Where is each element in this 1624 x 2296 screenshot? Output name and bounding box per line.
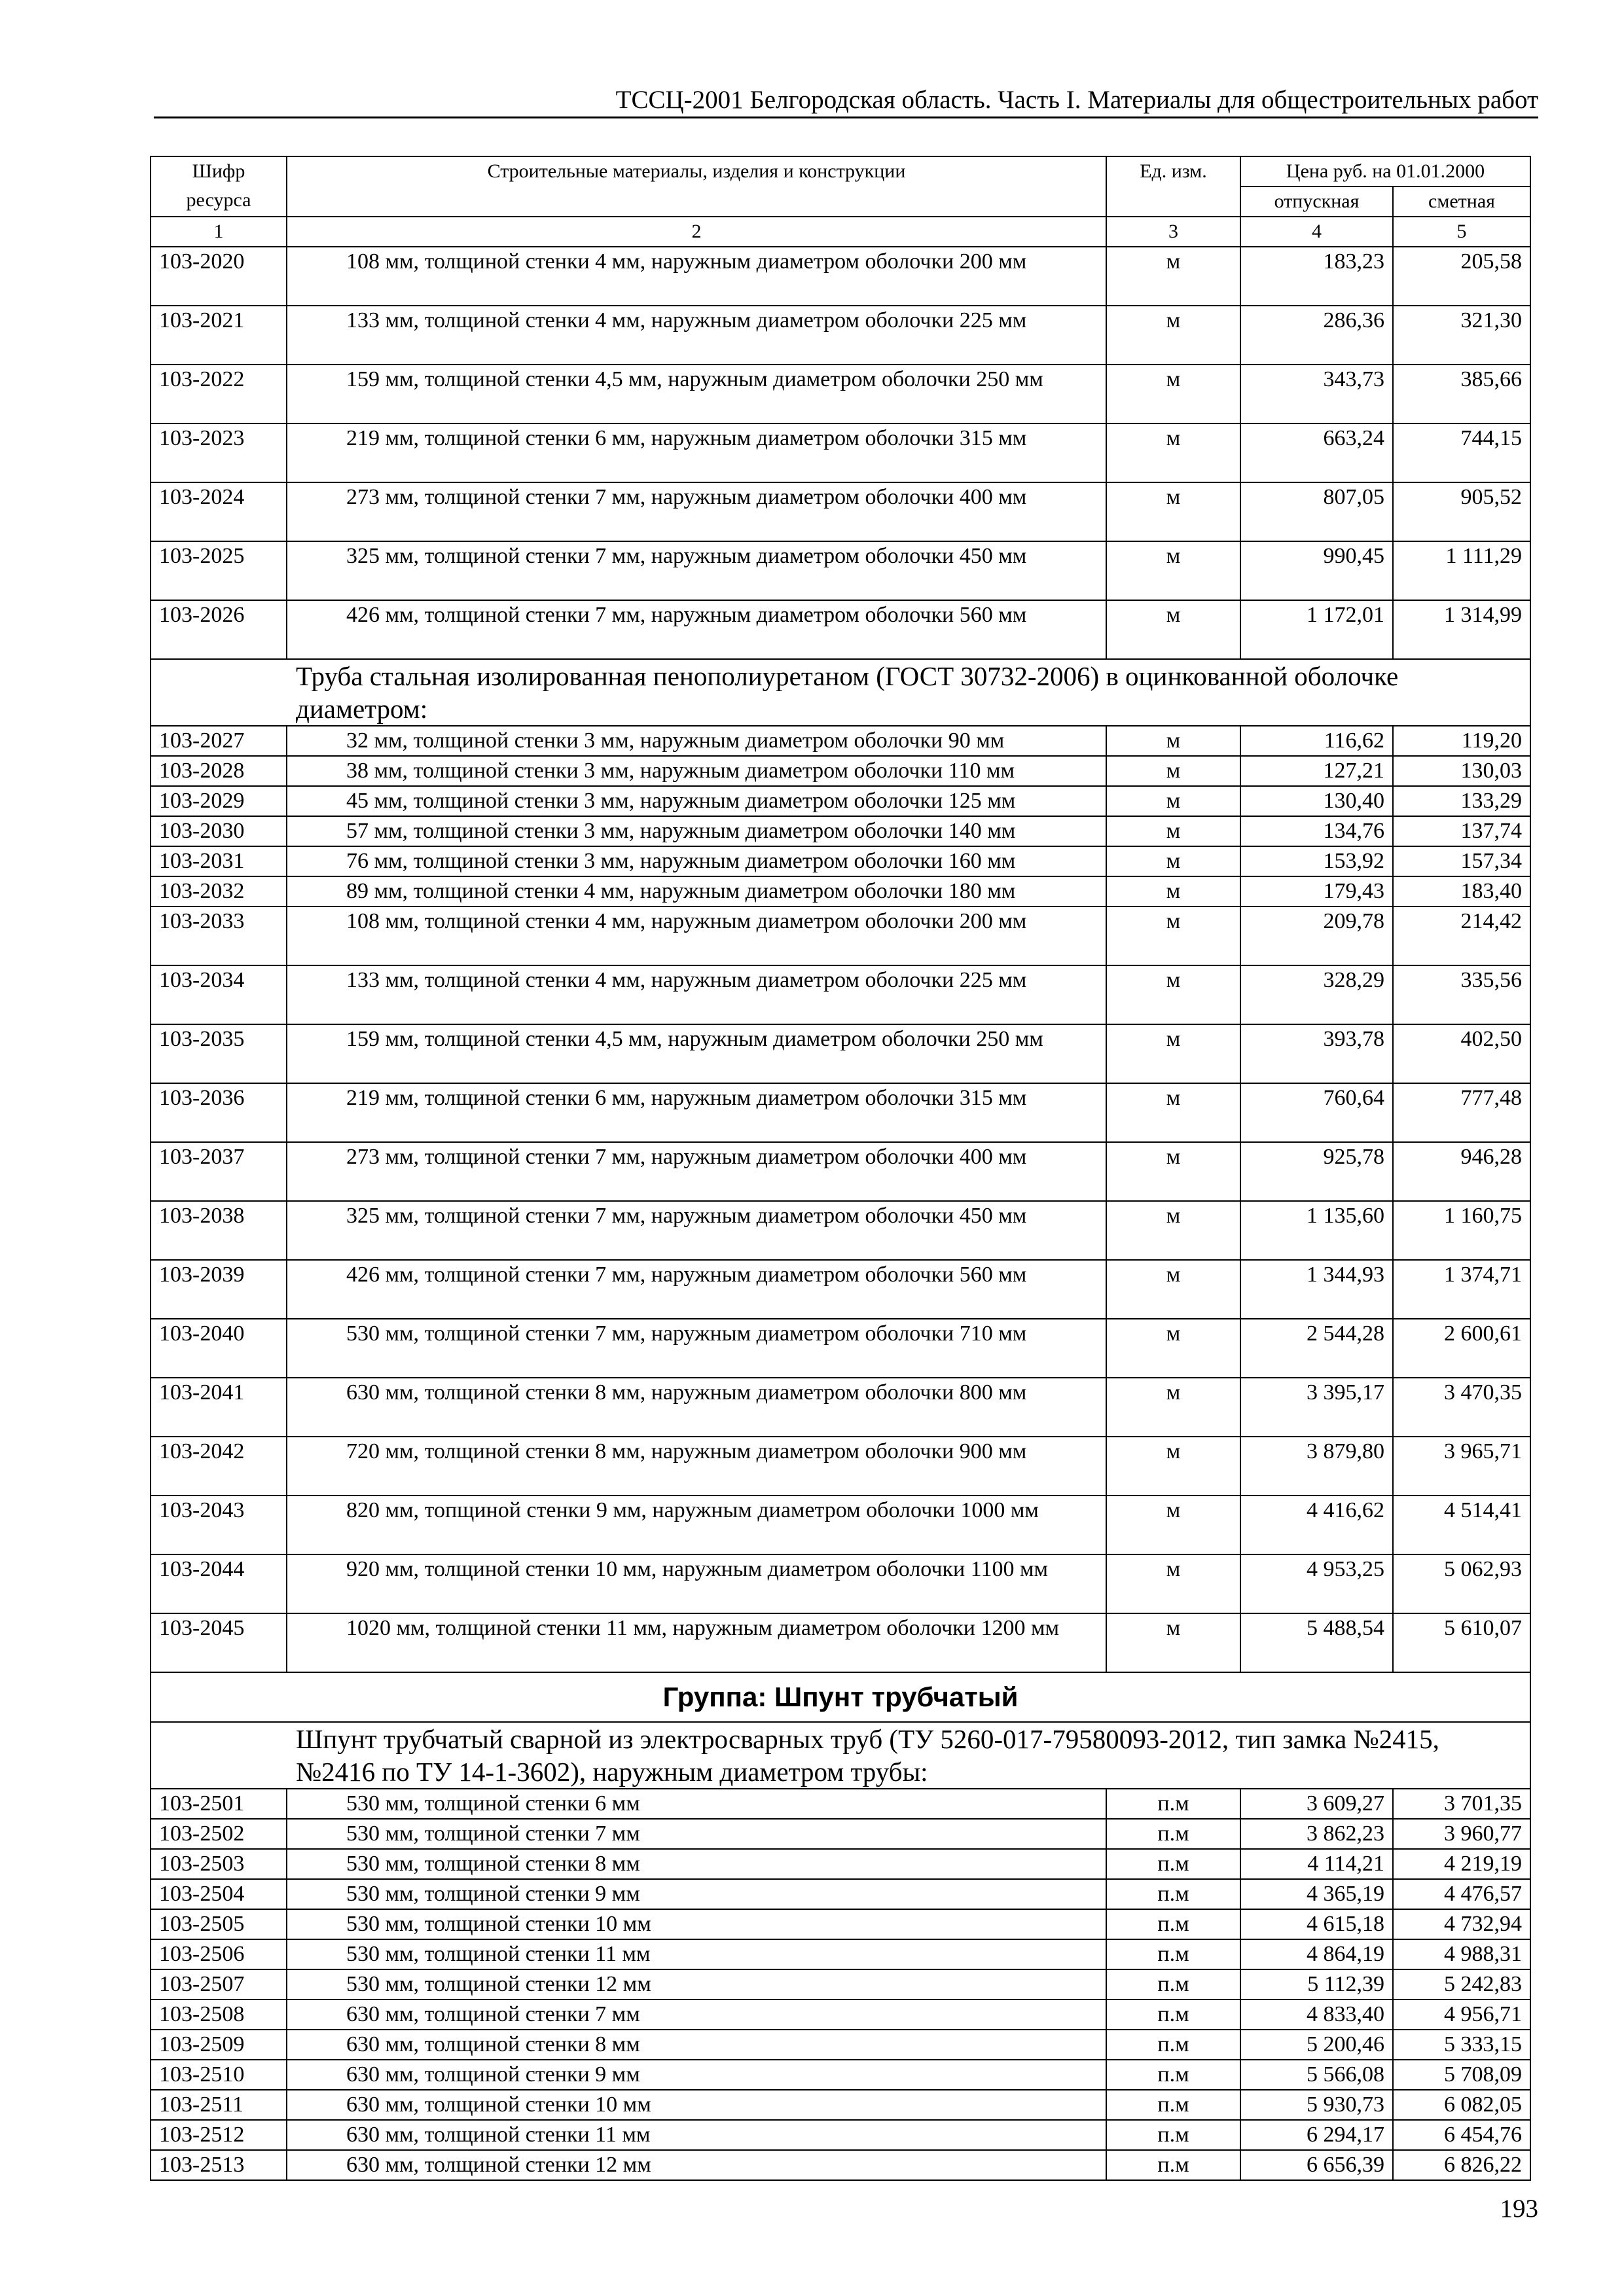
item-description-cell [287, 965, 1106, 1024]
item-description-cell [287, 1083, 1106, 1142]
item-description-cell [287, 306, 1106, 365]
price-estimate: 119,20 [1393, 726, 1530, 756]
unit-of-measure: п.м [1106, 1879, 1240, 1909]
price-estimate: 744,15 [1393, 423, 1530, 482]
unit-of-measure: м [1106, 1496, 1240, 1554]
item-description: 89 мм, толщиной стенки 4 мм, наружным диаметром оболочки 180 мм [346, 879, 1016, 903]
unit-of-measure: м [1106, 541, 1240, 600]
header-rule [154, 117, 1538, 118]
resource-code: 103-2504 [151, 1879, 287, 1909]
table-row [151, 1879, 1530, 1909]
table-row [151, 786, 1530, 816]
table-row [151, 906, 1530, 965]
price-release: 3 862,23 [1240, 1819, 1393, 1849]
resource-code: 103-2506 [151, 1939, 287, 1969]
price-release: 2 544,28 [1240, 1319, 1393, 1378]
resource-code: 103-2029 [151, 786, 287, 816]
price-estimate: 3 965,71 [1393, 1437, 1530, 1496]
price-release: 4 615,18 [1240, 1909, 1393, 1939]
item-description: 630 мм, толщиной стенки 12 мм [346, 2153, 651, 2177]
item-description: 325 мм, толщиной стенки 7 мм, наружным диаметром оболочки 450 мм [346, 1204, 1027, 1228]
resource-code: 103-2020 [151, 247, 287, 306]
table-row [151, 2150, 1530, 2180]
unit-of-measure: м [1106, 1260, 1240, 1319]
price-release: 3 879,80 [1240, 1437, 1393, 1496]
table-row [151, 1024, 1530, 1083]
item-description: 57 мм, толщиной стенки 3 мм, наружным диаметром оболочки 140 мм [346, 819, 1016, 843]
col-header-price-release: отпускная [1240, 187, 1393, 217]
table-row [151, 2120, 1530, 2150]
unit-of-measure: п.м [1106, 1939, 1240, 1969]
table-row [151, 2090, 1530, 2120]
resource-code: 103-2033 [151, 906, 287, 965]
table-row [151, 1819, 1530, 1849]
price-estimate: 1 374,71 [1393, 1260, 1530, 1319]
price-release: 209,78 [1240, 906, 1393, 965]
unit-of-measure: п.м [1106, 1789, 1240, 1819]
table-row [151, 1201, 1530, 1260]
resource-code: 103-2028 [151, 756, 287, 786]
price-estimate: 777,48 [1393, 1083, 1530, 1142]
resource-code: 103-2503 [151, 1849, 287, 1879]
item-description: 630 мм, толщиной стенки 7 мм [346, 2002, 640, 2026]
unit-of-measure: п.м [1106, 2030, 1240, 2060]
table-row [151, 1260, 1530, 1319]
price-estimate: 4 514,41 [1393, 1496, 1530, 1554]
unit-of-measure: п.м [1106, 1849, 1240, 1879]
price-estimate: 3 470,35 [1393, 1378, 1530, 1437]
unit-of-measure: м [1106, 756, 1240, 786]
col-header-unit: Ед. изм. [1106, 156, 1240, 217]
unit-of-measure: м [1106, 816, 1240, 846]
item-description-cell [287, 1849, 1106, 1879]
table-row [151, 726, 1530, 756]
price-release: 5 930,73 [1240, 2090, 1393, 2120]
item-description-cell [287, 756, 1106, 786]
item-description-cell [287, 365, 1106, 423]
price-estimate: 205,58 [1393, 247, 1530, 306]
price-release: 4 953,25 [1240, 1554, 1393, 1613]
price-release: 4 114,21 [1240, 1849, 1393, 1879]
price-release: 5 566,08 [1240, 2060, 1393, 2090]
price-estimate: 4 476,57 [1393, 1879, 1530, 1909]
price-estimate: 183,40 [1393, 876, 1530, 906]
price-release: 1 344,93 [1240, 1260, 1393, 1319]
item-description-cell [287, 2000, 1106, 2030]
item-description: 630 мм, толщиной стенки 10 мм [346, 2092, 651, 2117]
item-description-cell [287, 1142, 1106, 1201]
item-description-cell [287, 786, 1106, 816]
item-description: 530 мм, толщиной стенки 11 мм [346, 1942, 651, 1966]
section-heading-row [151, 1722, 1530, 1789]
unit-of-measure: м [1106, 1319, 1240, 1378]
price-release: 663,24 [1240, 423, 1393, 482]
unit-of-measure: п.м [1106, 2090, 1240, 2120]
resource-code: 103-2502 [151, 1819, 287, 1849]
table-row [151, 306, 1530, 365]
price-estimate: 5 062,93 [1393, 1554, 1530, 1613]
price-release: 183,23 [1240, 247, 1393, 306]
item-description-cell [287, 247, 1106, 306]
table-row [151, 1083, 1530, 1142]
item-description: 530 мм, толщиной стенки 6 мм [346, 1791, 640, 1816]
section-heading: Шпунт трубчатый сварной из электросварных труб (ТУ 5260-017-79580093-2012, тип замка №2415, №2416 по ТУ 14-1-3602), наружным диаметром трубы: [151, 1722, 1530, 1789]
resource-code: 103-2025 [151, 541, 287, 600]
item-description: 273 мм, толщиной стенки 7 мм, наружным диаметром оболочки 400 мм [346, 1145, 1027, 1169]
resource-code: 103-2036 [151, 1083, 287, 1142]
price-estimate: 5 333,15 [1393, 2030, 1530, 2060]
unit-of-measure: м [1106, 786, 1240, 816]
price-release: 130,40 [1240, 786, 1393, 816]
group-heading-row [151, 1672, 1530, 1722]
price-estimate: 6 082,05 [1393, 2090, 1530, 2120]
item-description: 219 мм, толщиной стенки 6 мм, наружным диаметром оболочки 315 мм [346, 426, 1027, 450]
unit-of-measure: п.м [1106, 2060, 1240, 2090]
price-estimate: 6 454,76 [1393, 2120, 1530, 2150]
item-description-cell [287, 423, 1106, 482]
price-release: 760,64 [1240, 1083, 1393, 1142]
price-release: 5 488,54 [1240, 1613, 1393, 1672]
resource-code: 103-2034 [151, 965, 287, 1024]
item-description-cell [287, 1939, 1106, 1969]
price-estimate: 214,42 [1393, 906, 1530, 965]
price-estimate: 1 111,29 [1393, 541, 1530, 600]
resource-code: 103-2508 [151, 2000, 287, 2030]
item-description: 630 мм, толщиной стенки 9 мм [346, 2062, 640, 2087]
resource-code: 103-2035 [151, 1024, 287, 1083]
resource-code: 103-2041 [151, 1378, 287, 1437]
resource-code: 103-2026 [151, 600, 287, 659]
unit-of-measure: м [1106, 1083, 1240, 1142]
resource-code: 103-2045 [151, 1613, 287, 1672]
table-row [151, 1849, 1530, 1879]
item-description-cell [287, 726, 1106, 756]
unit-of-measure: п.м [1106, 1969, 1240, 2000]
price-estimate: 5 708,09 [1393, 2060, 1530, 2090]
unit-of-measure: м [1106, 365, 1240, 423]
resource-code: 103-2511 [151, 2090, 287, 2120]
item-description-cell [287, 1969, 1106, 2000]
table-row [151, 2030, 1530, 2060]
table-row [151, 876, 1530, 906]
unit-of-measure: м [1106, 726, 1240, 756]
table-row [151, 1909, 1530, 1939]
table-row [151, 1378, 1530, 1437]
resource-code: 103-2505 [151, 1909, 287, 1939]
price-release: 6 656,39 [1240, 2150, 1393, 2180]
price-estimate: 130,03 [1393, 756, 1530, 786]
item-description: 530 мм, толщиной стенки 8 мм [346, 1852, 640, 1876]
item-description: 76 мм, толщиной стенки 3 мм, наружным диаметром оболочки 160 мм [346, 849, 1016, 873]
item-description-cell [287, 1789, 1106, 1819]
unit-of-measure: м [1106, 423, 1240, 482]
col-number: 4 [1240, 217, 1393, 247]
unit-of-measure: п.м [1106, 2150, 1240, 2180]
resource-code: 103-2032 [151, 876, 287, 906]
price-estimate: 5 242,83 [1393, 1969, 1530, 2000]
unit-of-measure: м [1106, 306, 1240, 365]
price-estimate: 157,34 [1393, 846, 1530, 876]
resource-code: 103-2038 [151, 1201, 287, 1260]
unit-of-measure: м [1106, 846, 1240, 876]
item-description: 133 мм, толщиной стенки 4 мм, наружным диаметром оболочки 225 мм [346, 968, 1027, 992]
price-estimate: 335,56 [1393, 965, 1530, 1024]
price-release: 4 416,62 [1240, 1496, 1393, 1554]
item-description: 630 мм, толщиной стенки 11 мм [346, 2123, 651, 2147]
resource-code: 103-2501 [151, 1789, 287, 1819]
unit-of-measure: п.м [1106, 1819, 1240, 1849]
unit-of-measure: м [1106, 247, 1240, 306]
price-table [150, 156, 1531, 2181]
item-description-cell [287, 846, 1106, 876]
price-estimate: 1 314,99 [1393, 600, 1530, 659]
price-estimate: 4 956,71 [1393, 2000, 1530, 2030]
table-row [151, 965, 1530, 1024]
price-estimate: 5 610,07 [1393, 1613, 1530, 1672]
item-description-cell [287, 1613, 1106, 1672]
item-description: 530 мм, толщиной стенки 9 мм [346, 1882, 640, 1906]
resource-code: 103-2043 [151, 1496, 287, 1554]
section-heading-row [151, 659, 1530, 726]
item-description-cell [287, 1909, 1106, 1939]
item-description-cell [287, 1260, 1106, 1319]
item-description: 720 мм, толщиной стенки 8 мм, наружным диаметром оболочки 900 мм [346, 1439, 1027, 1463]
price-release: 5 200,46 [1240, 2030, 1393, 2060]
item-description: 159 мм, толщиной стенки 4,5 мм, наружным диаметром оболочки 250 мм [346, 1027, 1043, 1051]
table-row [151, 1969, 1530, 2000]
item-description: 1020 мм, толщиной стенки 11 мм, наружным диаметром оболочки 1200 мм [346, 1616, 1059, 1640]
resource-code: 103-2037 [151, 1142, 287, 1201]
price-release: 179,43 [1240, 876, 1393, 906]
item-description-cell [287, 1554, 1106, 1613]
resource-code: 103-2024 [151, 482, 287, 541]
resource-code: 103-2039 [151, 1260, 287, 1319]
table-row [151, 482, 1530, 541]
item-description-cell [287, 2120, 1106, 2150]
page-header-title: ТССЦ-2001 Белгородская область. Часть I. Материалы для общестроительных работ [615, 86, 1538, 114]
price-release: 393,78 [1240, 1024, 1393, 1083]
resource-code: 103-2042 [151, 1437, 287, 1496]
item-description: 108 мм, толщиной стенки 4 мм, наружным диаметром оболочки 200 мм [346, 249, 1027, 274]
table-row [151, 1789, 1530, 1819]
section-heading: Труба стальная изолированная пенополиуретаном (ГОСТ 30732-2006) в оцинкованной оболочке диаметром: [151, 659, 1530, 726]
item-description: 32 мм, толщиной стенки 3 мм, наружным диаметром оболочки 90 мм [346, 728, 1005, 753]
table-row [151, 1939, 1530, 1969]
price-release: 6 294,17 [1240, 2120, 1393, 2150]
price-release: 990,45 [1240, 541, 1393, 600]
price-estimate: 4 988,31 [1393, 1939, 1530, 1969]
item-description: 530 мм, толщиной стенки 12 мм [346, 1972, 651, 1996]
price-release: 807,05 [1240, 482, 1393, 541]
item-description-cell [287, 1496, 1106, 1554]
price-estimate: 321,30 [1393, 306, 1530, 365]
price-estimate: 133,29 [1393, 786, 1530, 816]
col-header-description: Строительные материалы, изделия и конструкции [287, 156, 1106, 217]
resource-code: 103-2021 [151, 306, 287, 365]
item-description: 530 мм, толщиной стенки 10 мм [346, 1912, 651, 1936]
item-description: 820 мм, топщиной стенки 9 мм, наружным диаметром оболочки 1000 мм [346, 1498, 1039, 1522]
item-description-cell [287, 1378, 1106, 1437]
col-number: 5 [1393, 217, 1530, 247]
col-header-price-estimate: сметная [1393, 187, 1530, 217]
price-release: 328,29 [1240, 965, 1393, 1024]
item-description: 38 мм, толщиной стенки 3 мм, наружным диаметром оболочки 110 мм [346, 759, 1015, 783]
table-body [151, 247, 1530, 2180]
table-row [151, 1437, 1530, 1496]
col-header-price: Цена руб. на 01.01.2000 [1240, 156, 1530, 187]
unit-of-measure: п.м [1106, 1909, 1240, 1939]
unit-of-measure: м [1106, 1201, 1240, 1260]
table-row [151, 247, 1530, 306]
unit-of-measure: м [1106, 1613, 1240, 1672]
price-release: 1 172,01 [1240, 600, 1393, 659]
price-estimate: 3 960,77 [1393, 1819, 1530, 1849]
item-description: 630 мм, толщиной стенки 8 мм, наружным диаметром оболочки 800 мм [346, 1380, 1027, 1405]
price-release: 4 864,19 [1240, 1939, 1393, 1969]
price-release: 925,78 [1240, 1142, 1393, 1201]
col-header-code: Шифр ресурса [151, 156, 287, 217]
table-row [151, 541, 1530, 600]
unit-of-measure: м [1106, 876, 1240, 906]
item-description: 530 мм, толщиной стенки 7 мм, наружным диаметром оболочки 710 мм [346, 1321, 1027, 1346]
col-number: 2 [287, 217, 1106, 247]
table-row [151, 2000, 1530, 2030]
item-description: 630 мм, толщиной стенки 8 мм [346, 2032, 640, 2056]
price-release: 127,21 [1240, 756, 1393, 786]
price-estimate: 4 732,94 [1393, 1909, 1530, 1939]
item-description: 133 мм, толщиной стенки 4 мм, наружным диаметром оболочки 225 мм [346, 308, 1027, 332]
unit-of-measure: м [1106, 1554, 1240, 1613]
price-release: 4 365,19 [1240, 1879, 1393, 1909]
table-row [151, 756, 1530, 786]
resource-code: 103-2512 [151, 2120, 287, 2150]
unit-of-measure: м [1106, 600, 1240, 659]
price-release: 116,62 [1240, 726, 1393, 756]
item-description: 219 мм, толщиной стенки 6 мм, наружным диаметром оболочки 315 мм [346, 1086, 1027, 1110]
item-description-cell [287, 876, 1106, 906]
item-description-cell [287, 1879, 1106, 1909]
price-release: 134,76 [1240, 816, 1393, 846]
price-release: 4 833,40 [1240, 2000, 1393, 2030]
resource-code: 103-2022 [151, 365, 287, 423]
price-estimate: 6 826,22 [1393, 2150, 1530, 2180]
price-release: 3 609,27 [1240, 1789, 1393, 1819]
price-estimate: 905,52 [1393, 482, 1530, 541]
resource-code: 103-2513 [151, 2150, 287, 2180]
table-row [151, 1554, 1530, 1613]
unit-of-measure: м [1106, 965, 1240, 1024]
page-number: 193 [1500, 2195, 1538, 2223]
table-row [151, 1496, 1530, 1554]
item-description: 426 мм, толщиной стенки 7 мм, наружным диаметром оболочки 560 мм [346, 1263, 1027, 1287]
price-estimate: 137,74 [1393, 816, 1530, 846]
price-release: 5 112,39 [1240, 1969, 1393, 2000]
item-description: 325 мм, толщиной стенки 7 мм, наружным диаметром оболочки 450 мм [346, 544, 1027, 568]
item-description: 45 мм, толщиной стенки 3 мм, наружным диаметром оболочки 125 мм [346, 789, 1016, 813]
table-row [151, 2060, 1530, 2090]
item-description-cell [287, 1024, 1106, 1083]
col-number: 1 [151, 217, 287, 247]
price-release: 286,36 [1240, 306, 1393, 365]
item-description-cell [287, 541, 1106, 600]
item-description-cell [287, 2030, 1106, 2060]
resource-code: 103-2507 [151, 1969, 287, 2000]
item-description-cell [287, 482, 1106, 541]
price-release: 343,73 [1240, 365, 1393, 423]
unit-of-measure: п.м [1106, 2120, 1240, 2150]
unit-of-measure: м [1106, 1378, 1240, 1437]
unit-of-measure: м [1106, 1437, 1240, 1496]
table-row [151, 816, 1530, 846]
table-row [151, 846, 1530, 876]
resource-code: 103-2040 [151, 1319, 287, 1378]
price-estimate: 402,50 [1393, 1024, 1530, 1083]
resource-code: 103-2044 [151, 1554, 287, 1613]
unit-of-measure: м [1106, 482, 1240, 541]
price-estimate: 385,66 [1393, 365, 1530, 423]
item-description-cell [287, 906, 1106, 965]
unit-of-measure: м [1106, 1142, 1240, 1201]
item-description: 108 мм, толщиной стенки 4 мм, наружным диаметром оболочки 200 мм [346, 909, 1027, 933]
price-release: 153,92 [1240, 846, 1393, 876]
item-description: 426 мм, толщиной стенки 7 мм, наружным диаметром оболочки 560 мм [346, 603, 1027, 627]
item-description-cell [287, 2090, 1106, 2120]
table-row [151, 600, 1530, 659]
resource-code: 103-2027 [151, 726, 287, 756]
unit-of-measure: п.м [1106, 2000, 1240, 2030]
table-row [151, 1319, 1530, 1378]
resource-code: 103-2031 [151, 846, 287, 876]
group-heading: Группа: Шпунт трубчатый [151, 1672, 1530, 1722]
price-estimate: 2 600,61 [1393, 1319, 1530, 1378]
resource-code: 103-2509 [151, 2030, 287, 2060]
item-description-cell [287, 2060, 1106, 2090]
item-description-cell [287, 1319, 1106, 1378]
item-description-cell [287, 1201, 1106, 1260]
item-description-cell [287, 1819, 1106, 1849]
col-number: 3 [1106, 217, 1240, 247]
table-row [151, 423, 1530, 482]
table-row [151, 365, 1530, 423]
price-release: 1 135,60 [1240, 1201, 1393, 1260]
item-description: 530 мм, толщиной стенки 7 мм [346, 1821, 640, 1846]
resource-code: 103-2023 [151, 423, 287, 482]
price-release: 3 395,17 [1240, 1378, 1393, 1437]
price-estimate: 3 701,35 [1393, 1789, 1530, 1819]
item-description: 159 мм, толщиной стенки 4,5 мм, наружным диаметром оболочки 250 мм [346, 367, 1043, 391]
item-description-cell [287, 600, 1106, 659]
resource-code: 103-2510 [151, 2060, 287, 2090]
item-description: 273 мм, толщиной стенки 7 мм, наружным диаметром оболочки 400 мм [346, 485, 1027, 509]
price-estimate: 946,28 [1393, 1142, 1530, 1201]
unit-of-measure: м [1106, 1024, 1240, 1083]
table-row [151, 1142, 1530, 1201]
table-row [151, 1613, 1530, 1672]
item-description-cell [287, 1437, 1106, 1496]
resource-code: 103-2030 [151, 816, 287, 846]
price-estimate: 4 219,19 [1393, 1849, 1530, 1879]
item-description-cell [287, 2150, 1106, 2180]
price-estimate: 1 160,75 [1393, 1201, 1530, 1260]
item-description: 920 мм, толщиной стенки 10 мм, наружным диаметром оболочки 1100 мм [346, 1557, 1048, 1581]
unit-of-measure: м [1106, 906, 1240, 965]
item-description-cell [287, 816, 1106, 846]
